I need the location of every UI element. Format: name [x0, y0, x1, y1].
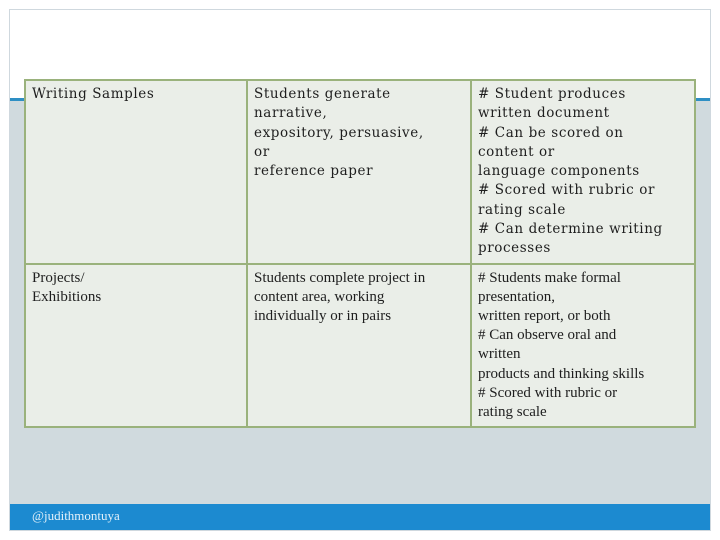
- assessment-table: [24, 79, 696, 428]
- cell-line: written: [478, 346, 521, 363]
- cell-line: written document: [478, 105, 610, 122]
- cell-line: rating scale: [478, 201, 566, 218]
- cell-line: Projects/: [32, 269, 85, 286]
- cell-line: expository, persuasive,: [254, 124, 424, 141]
- cell-line: content area, working: [254, 288, 385, 305]
- table-row: [25, 264, 695, 428]
- cell-line: processes: [478, 240, 551, 257]
- table-row: [25, 80, 695, 264]
- features-cell: [471, 80, 695, 264]
- cell-line: # Can determine writing: [478, 221, 663, 238]
- cell-line: # Can observe oral and: [478, 327, 617, 344]
- cell-line: Exhibitions: [32, 288, 102, 305]
- cell-line: rating scale: [478, 404, 547, 421]
- cell-line: products and thinking skills: [478, 365, 645, 382]
- cell-line: narrative,: [254, 105, 328, 122]
- cell-line: # Students make formal: [478, 269, 621, 286]
- cell-line: Writing Samples: [32, 86, 155, 102]
- cell-line: Students complete project in: [254, 269, 426, 286]
- cell-line: or: [254, 143, 270, 160]
- method-cell: [25, 264, 247, 428]
- cell-line: # Can be scored on: [478, 124, 624, 141]
- cell-line: language components: [478, 163, 640, 180]
- cell-line: Students generate: [254, 86, 391, 102]
- cell-line: # Scored with rubric or: [478, 182, 655, 199]
- description-cell: [247, 80, 471, 264]
- cell-line: presentation,: [478, 288, 556, 305]
- features-cell: [471, 264, 695, 428]
- cell-line: written report, or both: [478, 308, 611, 325]
- cell-line: reference paper: [254, 163, 374, 180]
- cell-line: # Student produces: [478, 86, 626, 102]
- method-cell: [25, 80, 247, 264]
- description-cell: [247, 264, 471, 428]
- cell-line: content or: [478, 143, 555, 160]
- cell-line: individually or in pairs: [254, 308, 392, 325]
- author-handle: @judithmontuya: [32, 508, 120, 523]
- cell-line: # Scored with rubric or: [478, 384, 618, 401]
- footer-bar: [10, 504, 710, 530]
